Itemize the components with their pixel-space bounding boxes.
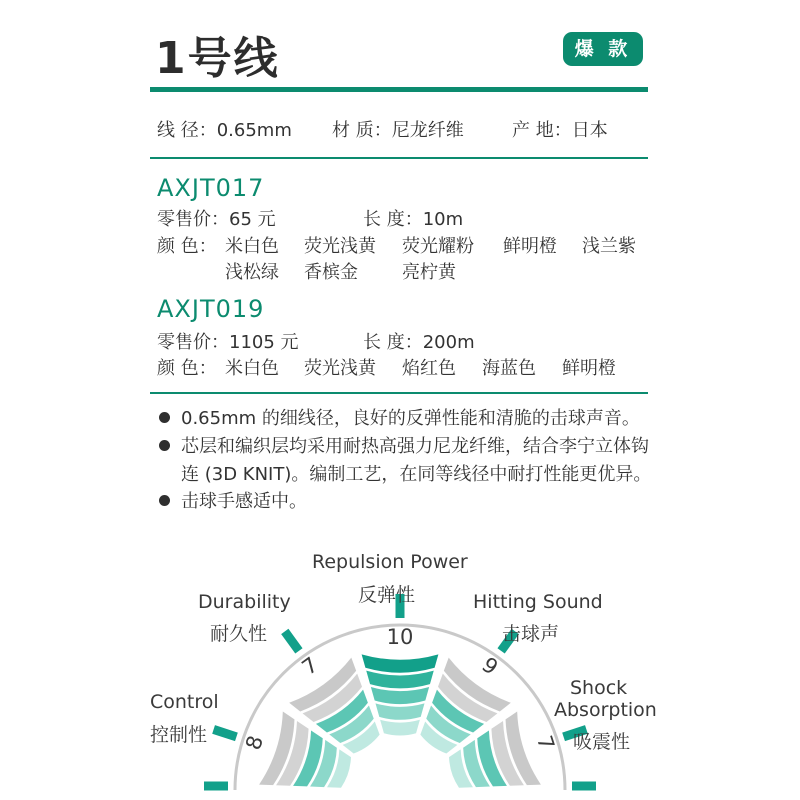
gauge-segment-ring — [375, 703, 424, 719]
gauge-segment-ring — [380, 720, 420, 736]
metric-label-cn: 反弹性 — [358, 584, 416, 606]
metric-label-cn: 控制性 — [150, 724, 208, 746]
gauge-segment-ring — [371, 687, 429, 704]
gauge-segment-ring — [366, 671, 434, 689]
color-item: 鲜明橙 — [503, 236, 557, 257]
product-length: 长 度：10m — [363, 209, 464, 230]
gauge-segment-ring — [362, 654, 439, 672]
page-title: 1号线 — [155, 33, 280, 84]
metric-label-en: Shock — [570, 677, 628, 699]
metric-score: 7 — [297, 652, 323, 680]
gauge-segment-ring — [289, 658, 356, 712]
hot-badge: 爆 款 — [563, 32, 643, 66]
metric-label-en: Absorption — [554, 699, 657, 721]
metric-label-en: Repulsion Power — [312, 551, 468, 573]
metric-score: 7 — [532, 732, 559, 753]
product-length: 长 度：200m — [363, 332, 475, 353]
colors-label: 颜 色： — [157, 236, 217, 257]
metric-score: 10 — [386, 625, 414, 649]
color-item: 荧光浅黄 — [304, 358, 376, 379]
color-item: 荧光耀粉 — [402, 236, 474, 257]
metric-score: 8 — [241, 732, 268, 753]
spec-origin: 产 地：日本 — [512, 120, 608, 141]
product-price: 零售价：1105 元 — [157, 332, 299, 353]
feature-text: 连 (3D KNIT)。编制工艺，在同等线径中耐打性能更优异。 — [181, 464, 652, 485]
gauge-segment-ring — [444, 658, 511, 712]
colors-label: 颜 色： — [157, 358, 217, 379]
color-item: 浅松绿 — [225, 262, 279, 283]
metric-label-cn: 耐久性 — [210, 623, 268, 645]
color-item: 焰红色 — [402, 358, 456, 379]
product-code: AXJT017 — [157, 174, 265, 202]
spec-material: 材 质：尼龙纤维 — [332, 120, 464, 141]
metric-label-en: Hitting Sound — [473, 591, 603, 613]
color-item: 荧光浅黄 — [304, 236, 376, 257]
product-price: 零售价：65 元 — [157, 209, 276, 230]
metric-label-en: Control — [150, 691, 219, 713]
color-item: 米白色 — [225, 236, 279, 257]
product-code: AXJT019 — [157, 295, 265, 323]
color-item: 海蓝色 — [482, 358, 536, 379]
metric-score: 9 — [477, 652, 503, 680]
metric-label-cn: 击球声 — [502, 623, 560, 645]
gauge-tick-marker — [214, 729, 237, 736]
gauge-tick-marker — [285, 631, 299, 650]
metric-label-en: Durability — [198, 591, 291, 613]
feature-text: 0.65mm 的细线径，良好的反弹性能和清脆的击球声音。 — [181, 408, 640, 429]
feature-text: 击球手感适中。 — [181, 491, 307, 512]
color-item: 米白色 — [225, 358, 279, 379]
color-item: 亮柠黄 — [402, 262, 456, 283]
color-item: 香槟金 — [304, 262, 358, 283]
feature-text: 芯层和编织层均采用耐热高强力尼龙纤维，结合李宁立体钩 — [181, 436, 649, 457]
color-item: 浅兰紫 — [582, 236, 636, 257]
metric-label-cn: 吸震性 — [573, 731, 631, 753]
color-item: 鲜明橙 — [562, 358, 616, 379]
spec-diameter: 线 径：0.65mm — [157, 120, 292, 141]
